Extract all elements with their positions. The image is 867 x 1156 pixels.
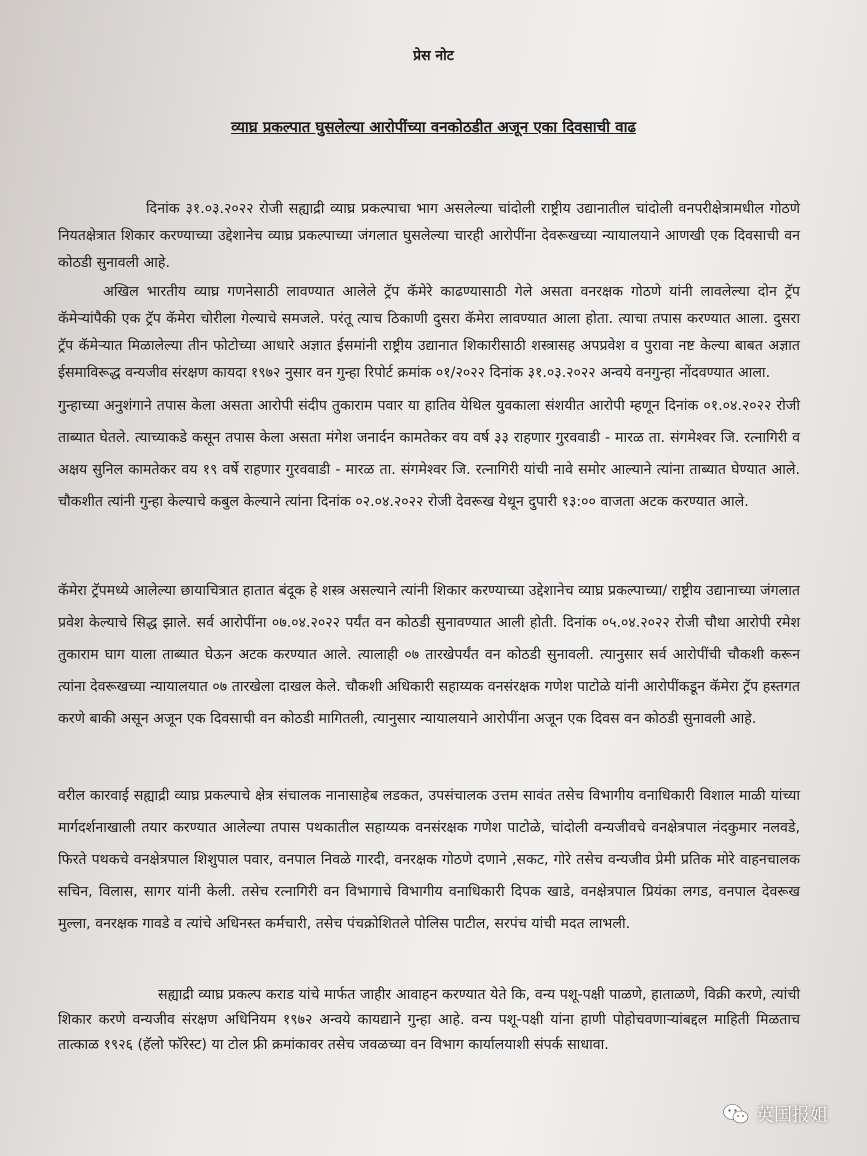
paragraph-6: सह्याद्री व्याघ्र प्रकल्प कराड यांचे मार्फत जाहीर आवाहन करण्यात येते कि, वन्य पशू-पक्षी पाळणे, हाताळणे, विक्री करणे, त्यांची शिकार करणे वन्यजीव संरक्षण अधिनियम १९७२ अन्वये कायद्याने गुन्हा आहे. वन्य पशू-पक्षी यांना हाणी पोहोचवणाऱ्यांबद्दल माहिती मिळताच तात्काळ १९२६ (हॅलो फॉरेस्ट) या टोल फ्री क्रमांकावर तसेच जवळच्या वन विभाग कार्यालयाशी संपर्क साधावा.	[58, 987, 800, 1053]
document-title: प्रेस नोट	[413, 48, 454, 64]
wechat-icon	[722, 1103, 750, 1125]
paragraph-5: वरील कारवाई सह्याद्री व्याघ्र प्रकल्पाचे क्षेत्र संचालक नानासाहेब लडकत, उपसंचालक उत्तम सावंत तसेच विभागीय वनाधिकारी विशाल माळी यांच्या मार्गदर्शनाखाली तयार करण्यात आलेल्या तपास पथकातील सहाय्यक वनसंरक्षक गणेश पाटोळे, चांदोली वन्यजीवचे वनक्षेत्रपाल नंदकुमार नलवडे, फिरते पथकचे वनक्षेत्रपाल शिशुपाल पवार, वनपाल निवळे गारदी, वनरक्षक गोठणे दणाने ,सकट, गोरे तसेच वन्यजीव प्रेमी प्रतिक मोरे वाहनचालक सचिन, विलास, सागर यांनी केली. तसेच रत्नागिरी वन विभागाचे विभागीय वनाधिकारी दिपक खाडे, वनक्षेत्रपाल प्रियंका लगड, वनपाल देवरूख मुल्ला, वनरक्षक गावडे व त्यांचे अधिनस्त कर्मचारी, तसेच पंचक्रोशितले पोलिस पाटील, सरपंच यांची मदत लाभली.	[58, 788, 800, 932]
paragraph-1: दिनांक ३१.०३.२०२२ रोजी सह्याद्री व्याघ्र प्रकल्पाचा भाग असलेल्या चांदोली राष्ट्रीय उद्यानातील चांदोली वनपरीक्षेत्रामधील गोठणे नियतक्षेत्रात शिकार करण्याच्या उद्देशानेच व्याघ्र प्रकल्पाच्या जंगलात घुसलेल्या चारही आरोपींना देवरूखच्या न्यायालयाने आणखी एक दिवसाची वन कोठडी सुनावली आहे.	[58, 201, 800, 271]
watermark-text: 英国报姐	[756, 1105, 828, 1126]
paragraph-2: अखिल भारतीय व्याघ्र गणनेसाठी लावण्यात आलेले ट्रॅप कॅमेरे काढण्यासाठी गेले असता वनरक्षक गोठणे यांनी लावलेल्या दोन ट्रॅप कॅमेऱ्यांपैकी एक ट्रॅप कॅमेरा चोरीला गेल्याचे समजले. परंतू त्याच ठिकाणी दुसरा कॅमेरा लावण्यात आला होता. त्याचा तपास करण्यात आला. दुसरा ट्रॅप कॅमेऱ्यात मिळालेल्या तीन फोटोच्या आधारे अज्ञात ईसमांनी राष्ट्रीय उद्यानात शिकारीसाठी शस्त्रासह अपप्रवेश व पुरावा नष्ट केल्या बाबत अज्ञात ईसमाविरूद्ध वन्यजीव संरक्षण कायदा १९७२ नुसार वन गुन्हा रिपोर्ट क्रमांक ०१/२०२२ दिनांक ३१.०३.२०२२ अन्वये वनगुन्हा नोंदवण्यात आला.	[58, 284, 800, 381]
paragraph-3: गुन्हाच्या अनुशंगाने तपास केला असता आरोपी संदीप तुकाराम पवार या हातिव येथिल युवकाला संशयीत आरोपी म्हणून दिनांक ०१.०४.२०२२ रोजी ताब्यात घेतले. त्याच्याकडे कसून तपास केला असता मंगेश जनार्दन कामतेकर वय वर्ष ३३ राहणार गुरववाडी - मारळ ता. संगमेश्वर जि. रत्नागिरी व अक्षय सुनिल कामतेकर वय १९ वर्षे राहणार गुरववाडी - मारळ ता. संगमेश्वर जि. रत्नागिरी यांची नावे समोर आल्याने त्यांना ताब्यात घेण्यात आले. चौकशीत त्यांनी गुन्हा केल्याचे कबुल केल्याने त्यांना दिनांक ०२.०४.२०२२ रोजी देवरूख येथून दुपारी १३:०० वाजता अटक करण्यात आले.	[58, 398, 800, 510]
paragraph-4: कॅमेरा ट्रॅपमध्ये आलेल्या छायाचित्रात हातात बंदूक हे शस्त्र असल्याने त्यांनी शिकार करण्याच्या उद्देशानेच व्याघ्र प्रकल्पाच्या/ राष्ट्रीय उद्यानाच्या जंगलात प्रवेश केल्याचे सिद्ध झाले. सर्व आरोपींना ०७.०४.२०२२ पर्यंत वन कोठडी सुनावण्यात आली होती. दिनांक ०५.०४.२०२२ रोजी चौथा आरोपी रमेश तुकाराम घाग याला ताब्यात घेऊन अटक करण्यात आले. त्यालाही ०७ तारखेपर्यंत वन कोठडी सुनावली. त्यानुसार सर्व आरोपींची चौकशी करून त्यांना देवरूखच्या न्यायालयात ०७ तारखेला दाखल केले. चौकशी अधिकारी सहाय्यक वनसंरक्षक गणेश पाटोळे यांनी आरोपींकडून कॅमेरा ट्रॅप हस्तगत करणे बाकी असून अजून एक दिवसाची वन कोठडी मागितली, त्यानुसार न्यायालयाने आरोपींना अजून एक दिवस वन कोठडी सुनावली आहे.	[58, 583, 800, 727]
document-subject: व्याघ्र प्रकल्पात घुसलेल्या आरोपींच्या वनकोठडीत अजून एका दिवसाची वाढ	[231, 118, 636, 136]
watermark	[722, 1099, 828, 1129]
